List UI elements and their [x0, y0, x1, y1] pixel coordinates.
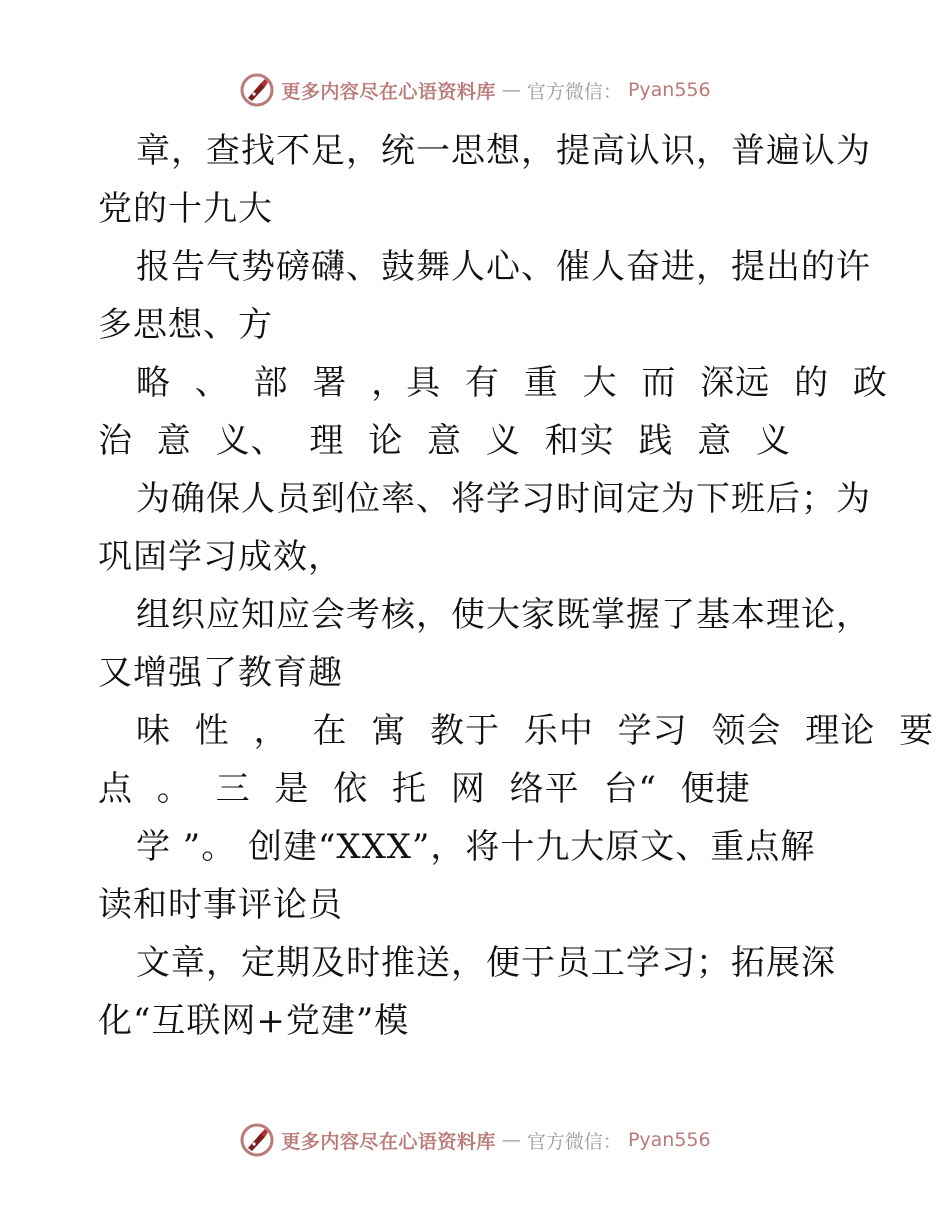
- banner-wechat-label: 官方微信：: [526, 1130, 622, 1153]
- paragraph: [98, 470, 871, 586]
- footer-banner: [0, 1120, 950, 1160]
- header-banner: [0, 70, 950, 110]
- paragraph-line: 点 。 三 是 依 托 网 络平 台“ 便捷: [98, 769, 751, 809]
- banner-wechat-id: Pyan556: [627, 79, 711, 101]
- paragraph-line: 巩固学习成效，: [98, 537, 343, 577]
- paragraph-line: 报告气势磅礴、鼓舞人心、催人奋进，提出的许: [136, 247, 871, 287]
- paragraph-line: 味 性 ， 在 寓 教于 乐中 学习 领会 理论 要: [136, 711, 935, 751]
- paragraph: [98, 934, 858, 1050]
- banner-dash: —: [501, 79, 521, 101]
- paragraph-line: 多思想、方: [98, 305, 273, 345]
- paragraph-line: 化“互联网+党建”模: [98, 1001, 410, 1041]
- paragraph-line: 又增强了教育趣: [98, 653, 343, 693]
- banner-text: 更多内容尽在心语资料库: [281, 80, 496, 103]
- paragraph-line: 读和时事评论员: [98, 885, 343, 925]
- paragraph-line: 章，查找不足，统一思想，提高认识，普遍认为: [136, 131, 871, 171]
- banner-wechat-id: Pyan556: [627, 1129, 711, 1151]
- document-body: [98, 122, 935, 1050]
- banner-dash: —: [501, 1129, 521, 1151]
- paragraph: [98, 238, 871, 354]
- banner-text: 更多内容尽在心语资料库: [281, 1130, 496, 1153]
- paragraph: [98, 818, 858, 934]
- paragraph-line: 组织应知应会考核，使大家既掌握了基本理论，: [136, 595, 871, 635]
- paragraph-line: 略 、 部 署 ，具 有 重 大 而 深远 的 政: [136, 363, 888, 403]
- paragraph: [98, 702, 935, 818]
- paragraph: [98, 122, 871, 238]
- pen-nib-logo-icon: [239, 1122, 275, 1158]
- paragraph-line: 为确保人员到位率、将学习时间定为下班后；为: [136, 479, 871, 519]
- paragraph: [98, 586, 871, 702]
- paragraph-line: 治 意 义、 理 论 意 义 和实 践 意 义: [98, 421, 792, 461]
- paragraph-line: 文章，定期及时推送，便于员工学习；拓展深: [136, 943, 836, 983]
- paragraph-line: 党的十九大: [98, 189, 273, 229]
- pen-nib-logo-icon: [239, 72, 275, 108]
- banner-wechat-label: 官方微信：: [526, 80, 622, 103]
- paragraph-line: 学 ”。 创建“XXX”，将十九大原文、重点解: [136, 827, 816, 867]
- paragraph: [98, 354, 888, 470]
